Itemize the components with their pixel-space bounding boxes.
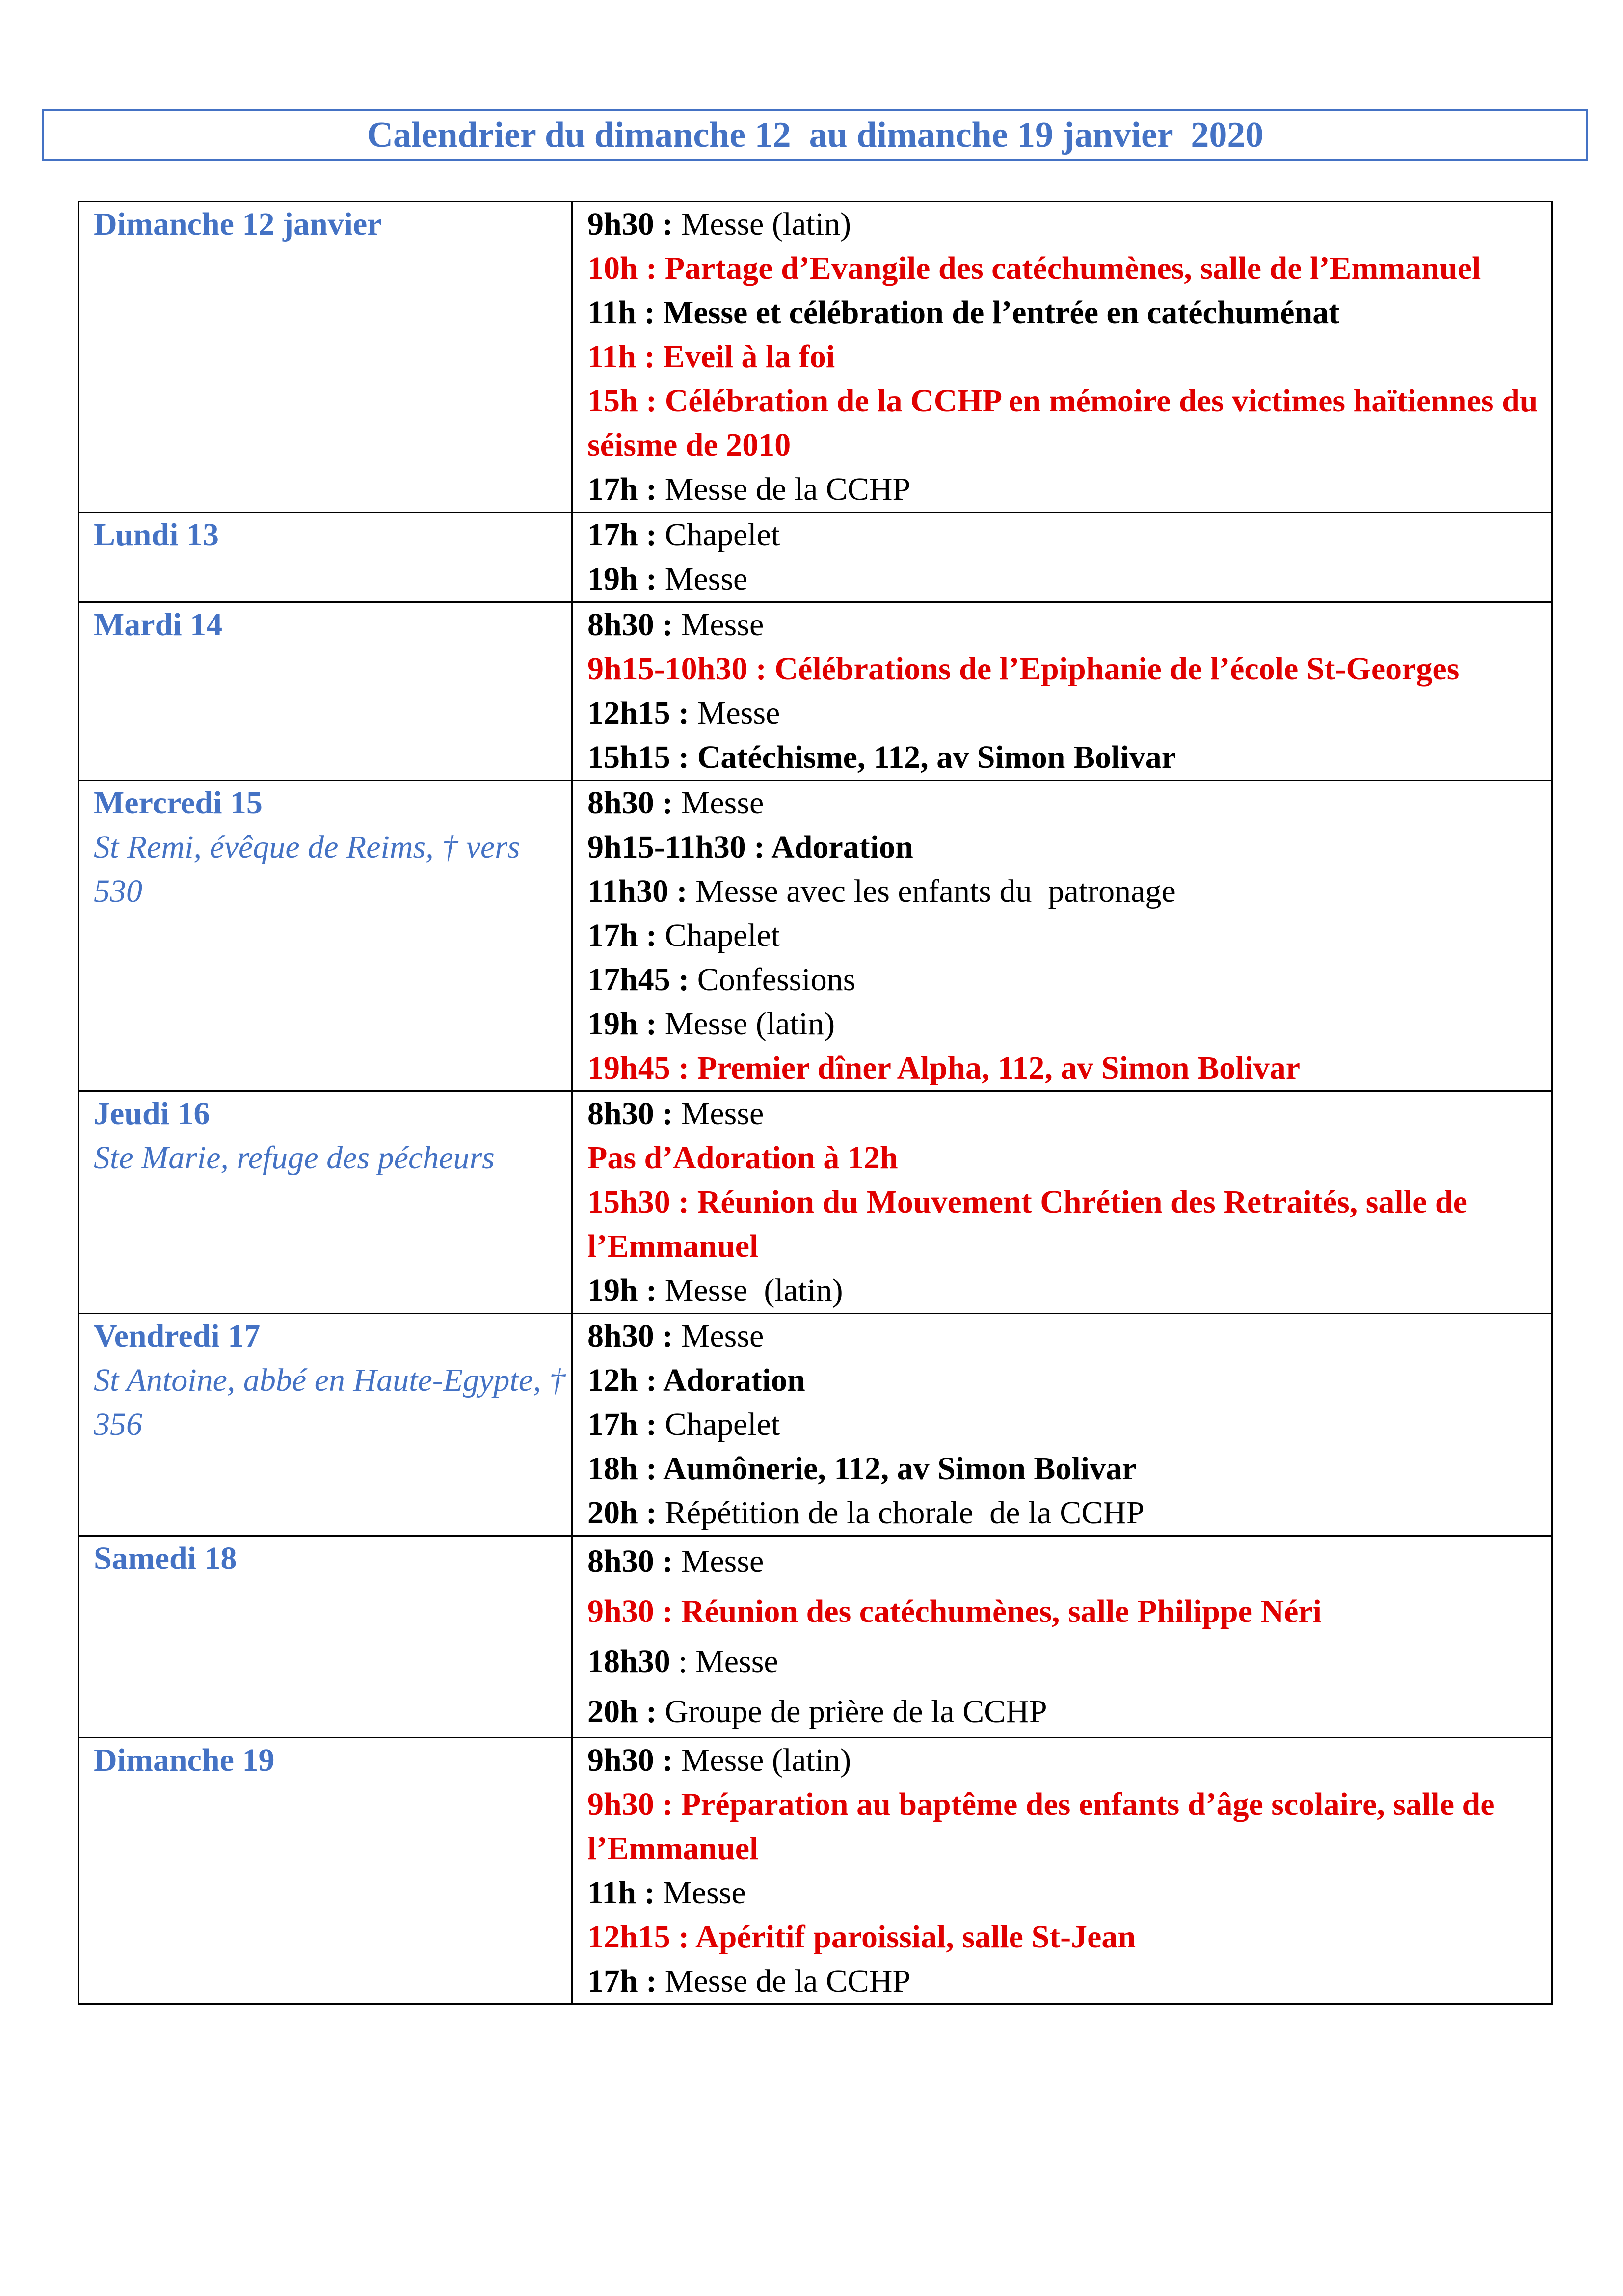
event-line <box>587 557 1546 601</box>
event-line <box>587 202 1546 246</box>
event-description: Aumônerie, 112, av Simon Bolivar <box>657 1451 1137 1486</box>
event-line <box>587 1180 1546 1269</box>
event-time: 8h30 : <box>587 1318 673 1354</box>
event-line <box>587 513 1546 557</box>
event-description: Messe (latin) <box>657 1006 835 1042</box>
event-time: 17h45 : <box>587 962 690 998</box>
day-row <box>79 602 1552 781</box>
event-line <box>587 1136 1546 1180</box>
event-description: Messe (latin) <box>673 206 851 242</box>
day-name: Lundi 13 <box>94 517 219 553</box>
event-time: 20h : <box>587 1495 657 1531</box>
event-description: Messe <box>673 1096 764 1132</box>
day-row <box>79 1738 1552 2004</box>
event-time: 19h : <box>587 1006 657 1042</box>
event-time: 19h : <box>587 1272 657 1308</box>
event-time: 11h : <box>587 339 655 375</box>
event-description: Messe <box>657 561 748 597</box>
event-line <box>587 914 1546 958</box>
event-line <box>587 647 1546 691</box>
event-time: 15h30 : <box>587 1184 690 1220</box>
day-saint: Ste Marie, refuge des pécheurs <box>94 1140 495 1176</box>
event-description: Messe de la CCHP <box>657 471 911 507</box>
event-description: Messe de la CCHP <box>657 1963 911 1999</box>
event-description: Célébrations de l’Epiphanie de l’école St-Georges <box>766 651 1460 687</box>
event-line <box>587 1314 1546 1358</box>
event-time: 18h : <box>587 1451 657 1486</box>
event-line <box>587 1587 1546 1637</box>
events-cell <box>572 513 1552 602</box>
day-row <box>79 1091 1552 1314</box>
event-line <box>587 1447 1546 1491</box>
event-line <box>587 1687 1546 1737</box>
event-time: 17h : <box>587 918 657 953</box>
day-name: Mercredi 15 <box>94 785 263 821</box>
event-description: Messe <box>689 695 780 731</box>
event-description: Messe <box>673 607 764 643</box>
event-time: 9h15-11h30 : <box>587 829 765 865</box>
event-line <box>587 825 1546 869</box>
event-time: 9h30 : <box>587 206 673 242</box>
day-row <box>79 513 1552 602</box>
event-line <box>587 379 1546 467</box>
event-time: 20h : <box>587 1694 657 1729</box>
event-description: Messe avec les enfants du patronage <box>687 873 1176 909</box>
event-time: 8h30 : <box>587 607 673 643</box>
event-description: Réunion du Mouvement Chrétien des Retraités, salle de l’Emmanuel <box>587 1184 1476 1264</box>
schedule-table <box>78 201 1553 2005</box>
event-description: Partage d’Evangile des catéchumènes, salle de l’Emmanuel <box>657 250 1481 286</box>
event-description: : Messe <box>670 1644 778 1679</box>
event-time: 11h30 : <box>587 873 688 909</box>
event-description: Messe (latin) <box>657 1272 843 1308</box>
event-line <box>587 958 1546 1002</box>
event-description: Célébration de la CCHP en mémoire des victimes haïtiennes du séisme de 2010 <box>587 383 1546 463</box>
event-time: 18h30 <box>587 1644 670 1679</box>
event-description: Préparation au baptême des enfants d’âge scolaire, salle de l’Emmanuel <box>587 1786 1503 1866</box>
day-name: Dimanche 12 janvier <box>94 206 382 242</box>
events-cell <box>572 602 1552 781</box>
event-time: 11h : <box>587 1875 655 1911</box>
event-time: 8h30 : <box>587 1096 673 1132</box>
event-description: Messe <box>655 1875 746 1911</box>
day-cell <box>79 602 572 781</box>
event-line <box>587 1871 1546 1915</box>
event-time: 9h30 : <box>587 1742 673 1778</box>
event-description: Premier dîner Alpha, 112, av Simon Bolivar <box>689 1050 1301 1086</box>
event-line <box>587 291 1546 335</box>
event-time: 10h : <box>587 250 657 286</box>
event-description: Chapelet <box>657 1406 780 1442</box>
day-row <box>79 781 1552 1091</box>
event-line <box>587 781 1546 825</box>
schedule-body <box>79 202 1552 2004</box>
event-description: Confessions <box>689 962 856 998</box>
day-row <box>79 202 1552 513</box>
events-cell <box>572 1536 1552 1738</box>
event-time: 15h15 : <box>587 739 690 775</box>
event-time: 15h : <box>587 383 657 419</box>
event-time: 8h30 : <box>587 1543 673 1579</box>
events-cell <box>572 1091 1552 1314</box>
event-line <box>587 1959 1546 2003</box>
event-line <box>587 1738 1546 1783</box>
event-description: Apéritif paroissial, salle St-Jean <box>689 1919 1136 1955</box>
event-time: 8h30 : <box>587 785 673 821</box>
calendar-title-box <box>42 109 1588 161</box>
day-name: Vendredi 17 <box>94 1318 261 1354</box>
event-description: Adoration <box>765 829 913 865</box>
event-description: Groupe de prière de la CCHP <box>657 1694 1047 1729</box>
event-time: 9h30 : <box>587 1594 673 1629</box>
event-description: Réunion des catéchumènes, salle Philippe Néri <box>673 1594 1322 1629</box>
event-time: 19h45 : <box>587 1050 690 1086</box>
day-cell <box>79 513 572 602</box>
event-description: Messe <box>673 785 764 821</box>
event-line <box>587 1002 1546 1046</box>
event-description: Adoration <box>657 1362 805 1398</box>
event-time: 9h15-10h30 : <box>587 651 767 687</box>
day-name: Samedi 18 <box>94 1540 237 1576</box>
event-line <box>587 467 1546 512</box>
day-name: Mardi 14 <box>94 607 223 643</box>
event-line <box>587 1358 1546 1403</box>
day-cell <box>79 1738 572 2004</box>
event-time: 17h : <box>587 517 657 553</box>
event-description: Messe <box>673 1543 764 1579</box>
events-cell <box>572 1314 1552 1536</box>
event-line <box>587 1637 1546 1687</box>
event-description: Eveil à la foi <box>655 339 835 375</box>
events-cell <box>572 781 1552 1091</box>
event-description: Messe <box>673 1318 764 1354</box>
event-line <box>587 1092 1546 1136</box>
day-row <box>79 1314 1552 1536</box>
day-name: Dimanche 19 <box>94 1742 275 1778</box>
day-cell <box>79 781 572 1091</box>
event-description: Chapelet <box>657 918 780 953</box>
event-line <box>587 1046 1546 1090</box>
event-description: Catéchisme, 112, av Simon Bolivar <box>689 739 1176 775</box>
day-cell <box>79 1091 572 1314</box>
events-cell <box>572 1738 1552 2004</box>
day-saint: St Remi, évêque de Reims, † vers 530 <box>94 829 520 909</box>
event-line <box>587 1537 1546 1587</box>
event-time: 17h : <box>587 471 657 507</box>
event-line <box>587 1783 1546 1871</box>
day-saint: St Antoine, abbé en Haute-Egypte, † 356 <box>94 1362 566 1442</box>
event-time: 17h : <box>587 1963 657 1999</box>
event-line <box>587 603 1546 647</box>
event-line <box>587 1403 1546 1447</box>
day-row <box>79 1536 1552 1738</box>
event-line <box>587 869 1546 914</box>
event-line <box>587 246 1546 291</box>
events-cell <box>572 202 1552 513</box>
day-cell <box>79 1314 572 1536</box>
event-description: Chapelet <box>657 517 780 553</box>
event-description: Messe (latin) <box>673 1742 851 1778</box>
event-line <box>587 691 1546 735</box>
calendar-title: Calendrier du dimanche 12 au dimanche 19 janvier 2020 <box>367 115 1264 155</box>
event-time: 12h : <box>587 1362 657 1398</box>
event-description: Répétition de la chorale de la CCHP <box>657 1495 1144 1531</box>
day-name: Jeudi 16 <box>94 1096 210 1132</box>
day-cell <box>79 202 572 513</box>
event-description: Messe et célébration de l’entrée en catéchuménat <box>655 295 1340 330</box>
event-time: 17h : <box>587 1406 657 1442</box>
event-line <box>587 1915 1546 1959</box>
event-time: 11h : <box>587 295 655 330</box>
event-time: 9h30 : <box>587 1786 673 1822</box>
event-line <box>587 1491 1546 1535</box>
event-description: Pas d’Adoration à 12h <box>587 1140 898 1176</box>
day-cell <box>79 1536 572 1738</box>
event-line <box>587 1269 1546 1313</box>
event-time: 19h : <box>587 561 657 597</box>
event-line <box>587 735 1546 780</box>
event-line <box>587 335 1546 379</box>
event-time: 12h15 : <box>587 695 690 731</box>
event-time: 12h15 : <box>587 1919 690 1955</box>
